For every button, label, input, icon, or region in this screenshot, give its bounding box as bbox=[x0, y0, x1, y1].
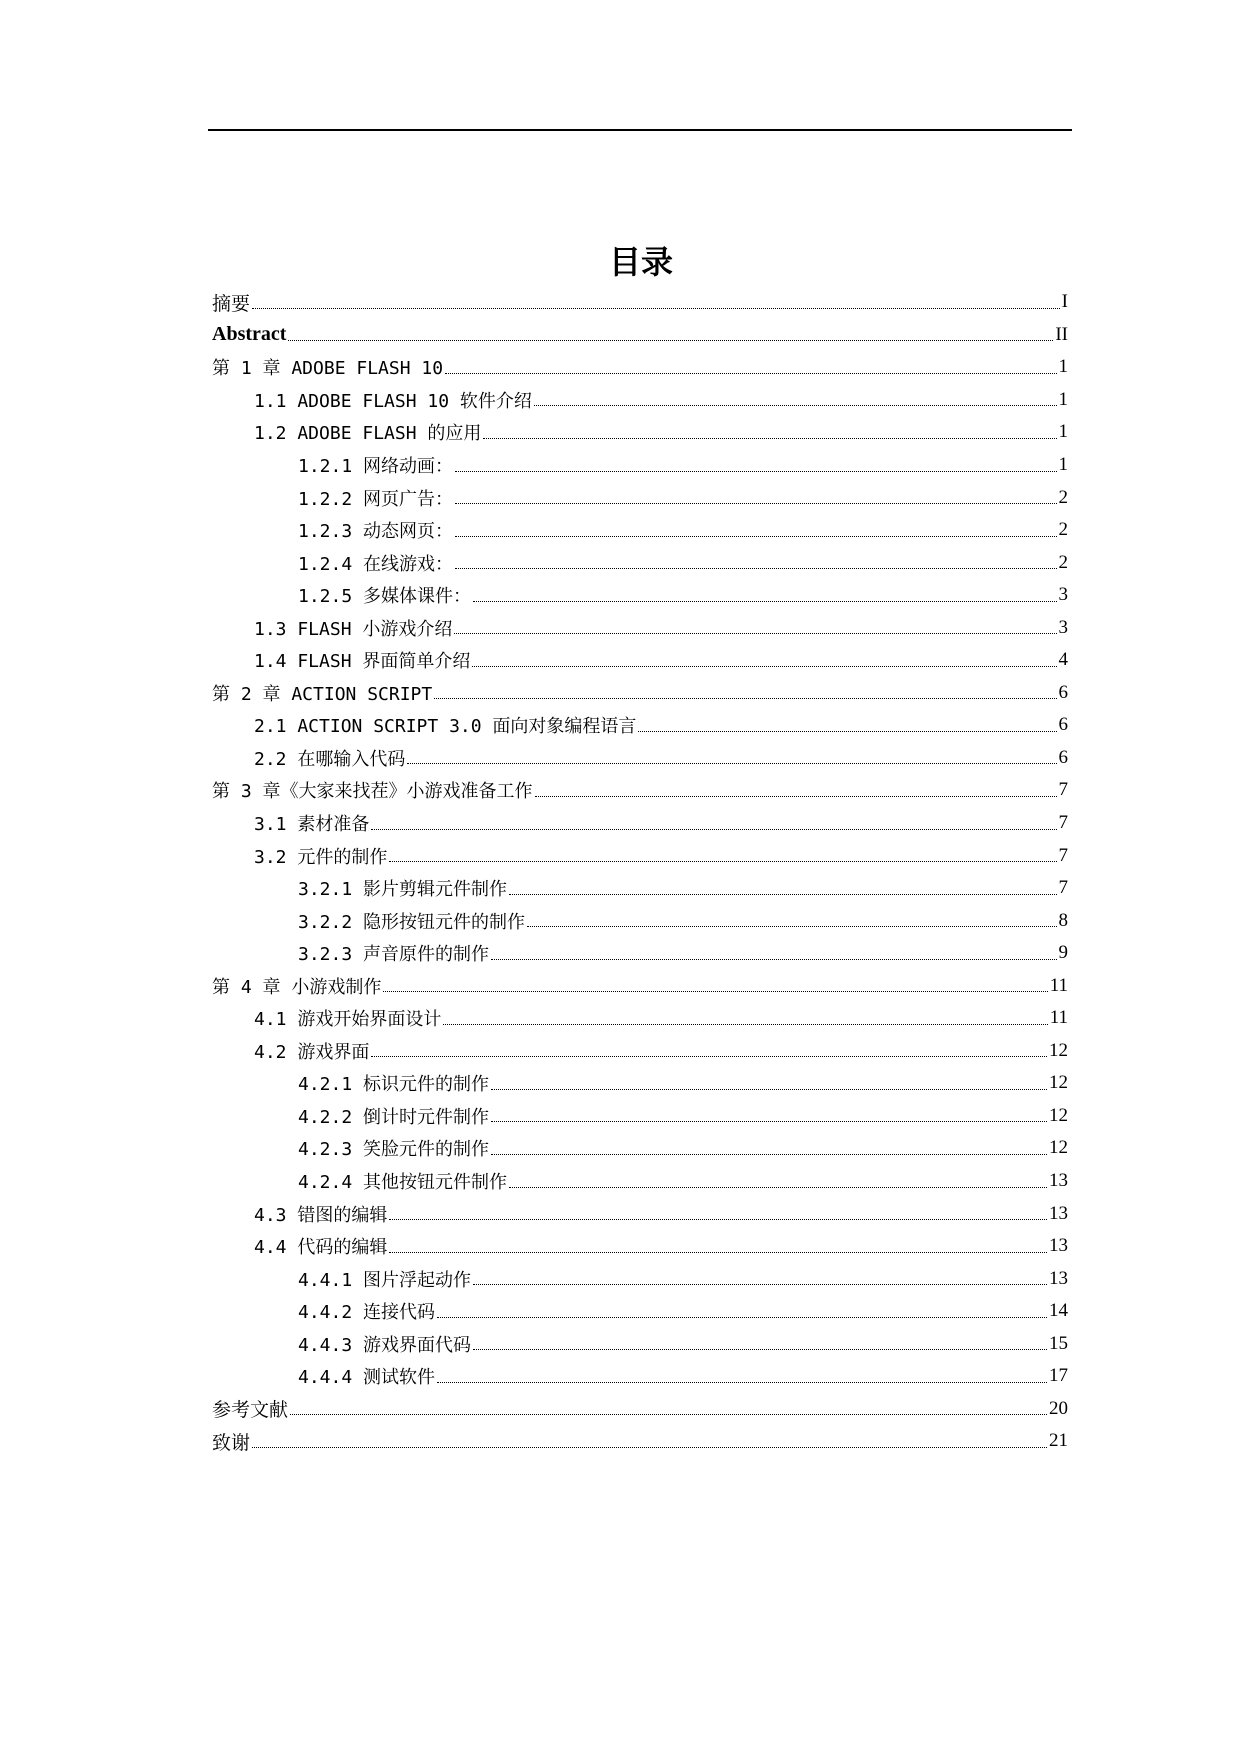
dot-leader bbox=[437, 1317, 1047, 1318]
toc-entry-page: II bbox=[1055, 323, 1068, 345]
toc-entry-page: 17 bbox=[1049, 1365, 1068, 1387]
toc-entry[interactable] bbox=[212, 286, 1068, 319]
toc-entry-title: 4.2.4 其他按钮元件制作 bbox=[298, 1172, 508, 1194]
toc-entry-page: 8 bbox=[1058, 909, 1068, 931]
toc-entry-title: 4.4.2 连接代码 bbox=[298, 1302, 436, 1324]
toc-entry-title: 4.2.3 笑脸元件的制作 bbox=[298, 1139, 490, 1161]
toc-entry-title: 4.4.1 图片浮起动作 bbox=[298, 1269, 472, 1291]
toc-entry[interactable] bbox=[212, 1328, 1068, 1361]
toc-entry[interactable] bbox=[212, 1230, 1068, 1263]
toc-entry-title: 3.2.3 声音原件的制作 bbox=[298, 944, 490, 966]
dot-leader bbox=[473, 1349, 1047, 1350]
toc-entry-title: 4.2.1 标识元件的制作 bbox=[298, 1074, 490, 1096]
toc-entry-title: 3.2 元件的制作 bbox=[254, 846, 388, 868]
dot-leader bbox=[509, 894, 1056, 895]
toc-entry[interactable] bbox=[212, 1197, 1068, 1230]
toc-entry-title: 第 1 章 ADOBE FLASH 10 bbox=[212, 358, 444, 380]
toc-entry[interactable] bbox=[212, 384, 1068, 417]
toc-entry-page: 2 bbox=[1058, 519, 1068, 541]
toc-entry-page: 6 bbox=[1058, 746, 1068, 768]
toc-entry-title: 4.3 错图的编辑 bbox=[254, 1204, 388, 1226]
toc-entry-page: 14 bbox=[1049, 1300, 1068, 1322]
dot-leader bbox=[473, 601, 1056, 602]
dot-leader bbox=[389, 861, 1056, 862]
toc-entry-title: 1.2 ADOBE FLASH 的应用 bbox=[254, 423, 482, 445]
toc-entry-title: 第 3 章《大家来找茬》小游戏准备工作 bbox=[212, 781, 533, 803]
dot-leader bbox=[638, 731, 1056, 732]
dot-leader bbox=[455, 536, 1056, 537]
dot-leader bbox=[509, 1187, 1047, 1188]
toc-entry[interactable] bbox=[212, 677, 1068, 710]
dot-leader bbox=[407, 763, 1056, 764]
toc-entry-title: 1.1 ADOBE FLASH 10 软件介绍 bbox=[254, 390, 532, 412]
toc-entry-title: 1.2.3 动态网页： bbox=[298, 521, 454, 543]
toc-entry-title: 摘要 bbox=[212, 292, 251, 315]
toc-entry-page: 21 bbox=[1049, 1430, 1068, 1452]
toc-entry[interactable] bbox=[212, 1295, 1068, 1328]
dot-leader bbox=[383, 991, 1047, 992]
toc-entry-page: 15 bbox=[1049, 1332, 1068, 1354]
toc-entry-page: 3 bbox=[1058, 616, 1068, 638]
dot-leader bbox=[288, 340, 1053, 341]
toc-entry-page: 13 bbox=[1049, 1235, 1068, 1257]
toc-entry-title: 3.1 素材准备 bbox=[254, 814, 370, 836]
toc-entry-page: 11 bbox=[1049, 974, 1068, 996]
toc-entry-title: 1.2.4 在线游戏： bbox=[298, 553, 454, 575]
toc-entry-title: 4.2 游戏界面 bbox=[254, 1041, 370, 1063]
toc-entry-title: 2.1 ACTION SCRIPT 3.0 面向对象编程语言 bbox=[254, 716, 637, 738]
toc-entry[interactable] bbox=[212, 1165, 1068, 1198]
toc-entry-title: 2.2 在哪输入代码 bbox=[254, 748, 406, 770]
dot-leader bbox=[491, 1154, 1047, 1155]
toc-entry-title: 第 2 章 ACTION SCRIPT bbox=[212, 683, 433, 705]
toc-entry-page: 7 bbox=[1058, 812, 1068, 834]
toc-entry[interactable] bbox=[212, 937, 1068, 970]
dot-leader bbox=[491, 959, 1056, 960]
toc-entry-title: 4.4 代码的编辑 bbox=[254, 1237, 388, 1259]
dot-leader bbox=[389, 1252, 1047, 1253]
toc-entry[interactable] bbox=[212, 904, 1068, 937]
toc-entry[interactable] bbox=[212, 416, 1068, 449]
toc-entry-page: 1 bbox=[1058, 356, 1068, 378]
toc-entry[interactable] bbox=[212, 1035, 1068, 1068]
toc-entry[interactable] bbox=[212, 319, 1068, 352]
toc-entry[interactable] bbox=[212, 1002, 1068, 1035]
toc-entry[interactable] bbox=[212, 579, 1068, 612]
toc-entry[interactable] bbox=[212, 351, 1068, 384]
toc-entry-title: 致谢 bbox=[212, 1431, 251, 1454]
toc-entry-title: 4.2.2 倒计时元件制作 bbox=[298, 1106, 490, 1128]
toc-entry-page: 3 bbox=[1058, 584, 1068, 606]
toc-entry-title: 3.2.1 影片剪辑元件制作 bbox=[298, 879, 508, 901]
toc-entry-page: 1 bbox=[1058, 454, 1068, 475]
toc-entry-title: 4.4.3 游戏界面代码 bbox=[298, 1334, 472, 1356]
dot-leader bbox=[290, 1414, 1047, 1415]
dot-leader bbox=[455, 503, 1056, 504]
dot-leader bbox=[455, 568, 1056, 569]
toc-entry-page: 1 bbox=[1058, 421, 1068, 443]
toc-entry-title: 1.2.2 网页广告： bbox=[298, 488, 454, 510]
toc-entry-page: 7 bbox=[1058, 844, 1068, 866]
toc-entry[interactable] bbox=[212, 807, 1068, 840]
toc-entry-page: 4 bbox=[1058, 649, 1068, 671]
toc-entry-page: 9 bbox=[1058, 942, 1068, 964]
toc-entry-page: 20 bbox=[1049, 1397, 1068, 1419]
dot-leader bbox=[491, 1089, 1047, 1090]
toc-entry-page: 7 bbox=[1058, 779, 1068, 801]
toc-entry[interactable] bbox=[212, 1067, 1068, 1100]
toc-entry-title: 1.3 FLASH 小游戏介绍 bbox=[254, 618, 453, 640]
toc-entry[interactable] bbox=[212, 1393, 1068, 1426]
dot-leader bbox=[443, 1024, 1047, 1025]
dot-leader bbox=[434, 698, 1056, 699]
toc-entry[interactable] bbox=[212, 1425, 1068, 1458]
toc-entry-page: 12 bbox=[1049, 1137, 1068, 1159]
header-rule bbox=[208, 129, 1072, 131]
toc-entry-title: 参考文献 bbox=[212, 1399, 289, 1422]
toc-entry-page: 2 bbox=[1058, 551, 1068, 573]
toc-entry[interactable] bbox=[212, 1100, 1068, 1133]
toc-entry-title: Abstract bbox=[212, 323, 287, 346]
dot-leader bbox=[454, 633, 1056, 634]
dot-leader bbox=[389, 1219, 1047, 1220]
dot-leader bbox=[371, 829, 1056, 830]
dot-leader bbox=[371, 1056, 1047, 1057]
toc-title: 目录 bbox=[608, 243, 673, 281]
toc-entry[interactable] bbox=[212, 1132, 1068, 1165]
toc-entry[interactable] bbox=[212, 611, 1068, 644]
toc-entry-page: 13 bbox=[1049, 1202, 1068, 1224]
toc-entry-page: 1 bbox=[1058, 388, 1068, 410]
toc-entry-page: 12 bbox=[1049, 1072, 1068, 1094]
toc-entry-title: 4.1 游戏开始界面设计 bbox=[254, 1009, 442, 1031]
dot-leader bbox=[535, 796, 1057, 797]
toc-entry-title: 第 4 章 小游戏制作 bbox=[212, 976, 382, 998]
dot-leader bbox=[527, 926, 1056, 927]
toc-entry[interactable] bbox=[212, 546, 1068, 579]
toc-entry-title: 4.4.4 测试软件 bbox=[298, 1367, 436, 1389]
toc-entry[interactable] bbox=[212, 514, 1068, 547]
toc-entry-title: 1.4 FLASH 界面简单介绍 bbox=[254, 651, 471, 673]
toc-entry-page: 12 bbox=[1049, 1104, 1068, 1126]
toc-entry[interactable] bbox=[212, 969, 1068, 1002]
toc-entry[interactable] bbox=[212, 742, 1068, 775]
dot-leader bbox=[473, 1284, 1047, 1285]
toc-entry[interactable] bbox=[212, 839, 1068, 872]
toc-entry-page: 6 bbox=[1058, 681, 1068, 703]
toc-entry[interactable] bbox=[212, 1262, 1068, 1295]
toc-entry-page: 6 bbox=[1058, 714, 1068, 736]
toc-entry-page: 13 bbox=[1049, 1170, 1068, 1192]
dot-leader bbox=[252, 1447, 1047, 1448]
toc-entry-page: 13 bbox=[1049, 1267, 1068, 1289]
dot-leader bbox=[472, 666, 1056, 667]
toc-entry-title: 3.2.2 隐形按钮元件的制作 bbox=[298, 911, 526, 933]
toc-entry[interactable] bbox=[212, 644, 1068, 677]
toc-entry-page: 12 bbox=[1049, 1039, 1068, 1061]
dot-leader bbox=[483, 438, 1056, 439]
dot-leader bbox=[534, 405, 1057, 406]
toc-entry-page: 11 bbox=[1049, 1007, 1068, 1029]
toc-entry[interactable] bbox=[212, 872, 1068, 905]
toc-entry-page: I bbox=[1061, 291, 1068, 313]
dot-leader bbox=[491, 1121, 1047, 1122]
dot-leader bbox=[437, 1382, 1047, 1383]
toc-entry[interactable] bbox=[212, 449, 1068, 482]
table-of-contents bbox=[212, 286, 1068, 1458]
dot-leader bbox=[455, 471, 1056, 472]
toc-entry[interactable] bbox=[212, 774, 1068, 807]
dot-leader bbox=[252, 308, 1060, 309]
toc-entry-title: 1.2.1 网络动画： bbox=[298, 456, 454, 477]
toc-entry[interactable] bbox=[212, 481, 1068, 514]
toc-entry-page: 2 bbox=[1058, 486, 1068, 508]
toc-entry[interactable] bbox=[212, 1360, 1068, 1393]
dot-leader bbox=[445, 373, 1056, 374]
toc-entry[interactable] bbox=[212, 709, 1068, 742]
toc-entry-page: 7 bbox=[1058, 877, 1068, 899]
toc-entry-title: 1.2.5 多媒体课件： bbox=[298, 586, 472, 608]
